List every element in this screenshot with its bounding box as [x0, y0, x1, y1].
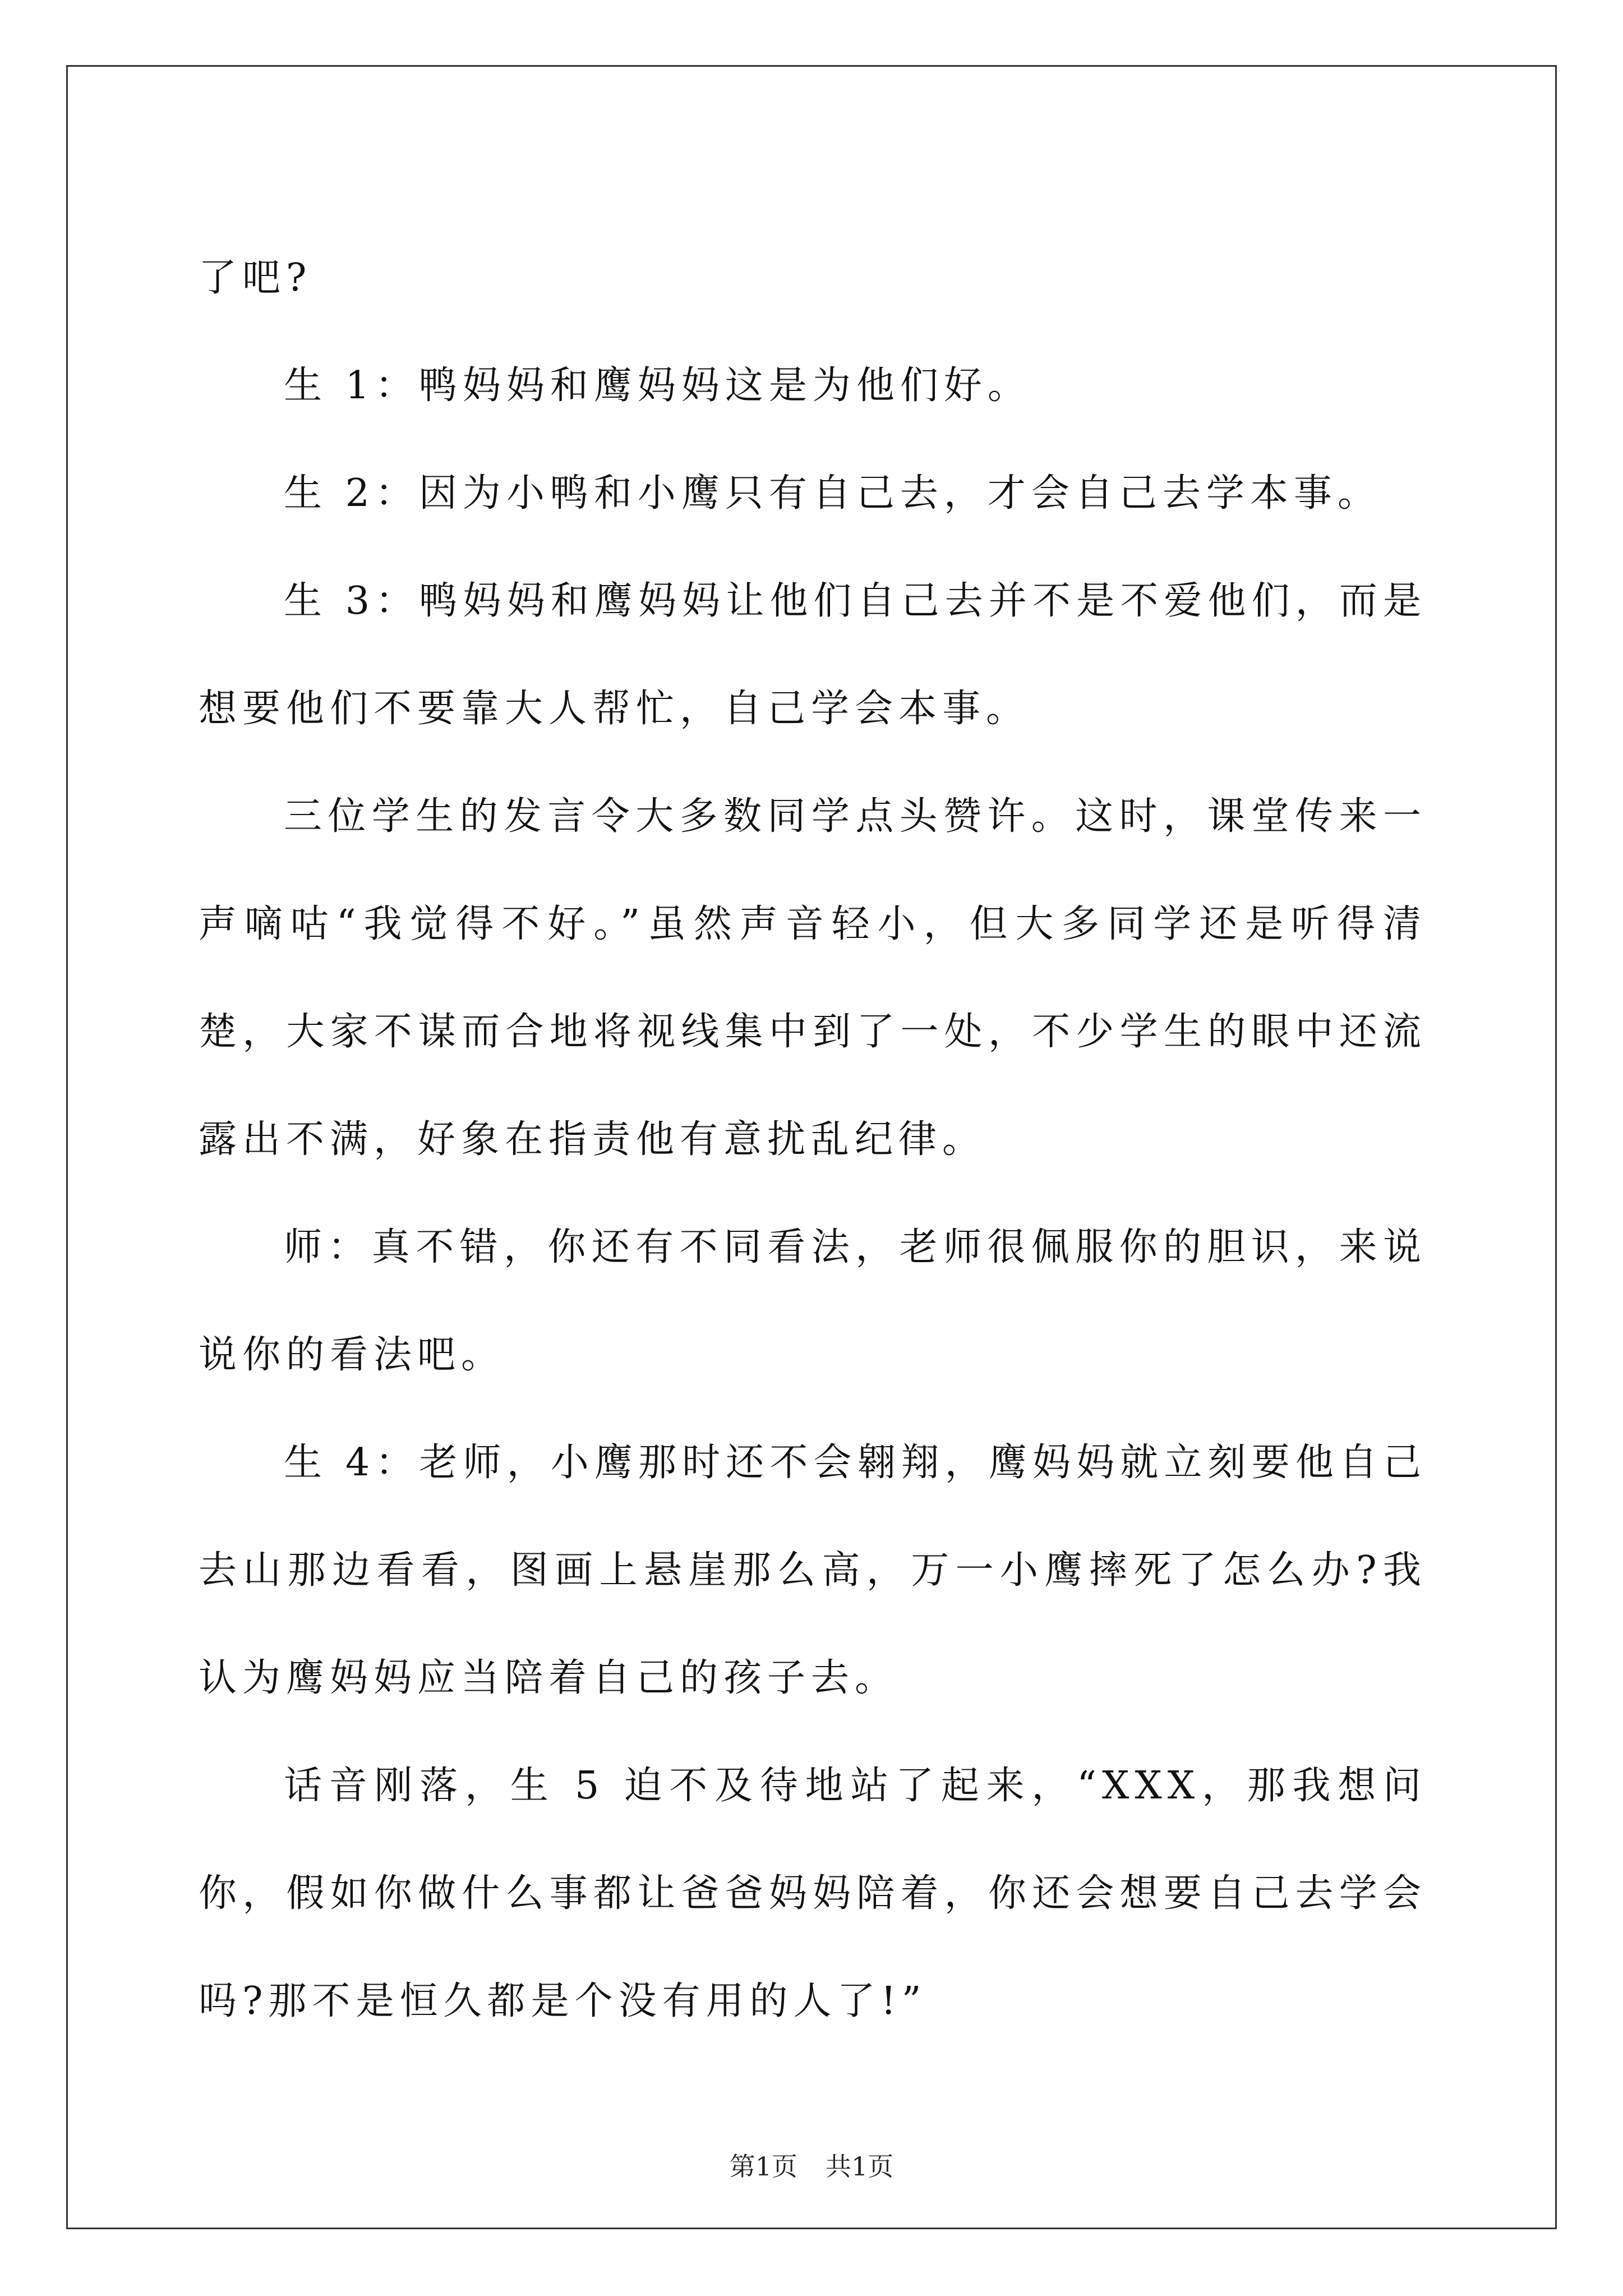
paragraph-4: 生 3：鸭妈妈和鹰妈妈让他们自己去并不是不爱他们，而是想要他们不要靠大人帮忙，自己学会本事。: [199, 579, 1427, 731]
paragraph-1: 了吧?: [199, 256, 312, 300]
paragraph-5: 三位学生的发言令大多数同学点头赞许。这时，课堂传来一声嘀咕“我觉得不好。”虽然声音轻小，但大多同学还是听得清楚，大家不谋而合地将视线集中到了一处，不少学生的眼中还流露出不满，好象在指责他有意扰乱纪律。: [199, 794, 1427, 1162]
paragraph-7: 生 4：老师，小鹰那时还不会翱翔，鹰妈妈就立刻要他自己去山那边看看，图画上悬崖那么高，万一小鹰摔死了怎么办?我认为鹰妈妈应当陪着自己的孩子去。: [199, 1441, 1427, 1700]
paragraph-6: 师：真不错，你还有不同看法，老师很佩服你的胆识，来说说你的看法吧。: [199, 1225, 1427, 1377]
paragraph-3: 生 2：因为小鸭和小鹰只有自己去，才会自己去学本事。: [284, 471, 1381, 516]
page-total: 共1页: [826, 2151, 894, 2182]
paragraph-2: 生 1：鸭妈妈和鹰妈妈这是为他们好。: [284, 364, 1031, 408]
document-body: [199, 224, 1427, 2055]
page-number: 第1页: [729, 2151, 797, 2182]
page-footer: [0, 2150, 1623, 2183]
paragraph-8: 话音刚落，生 5 迫不及待地站了起来，“XXX，那我想问你，假如你做什么事都让爸爸妈妈陪着，你还会想要自己去学会吗?那不是恒久都是个没有用的人了!”: [199, 1764, 1427, 2023]
